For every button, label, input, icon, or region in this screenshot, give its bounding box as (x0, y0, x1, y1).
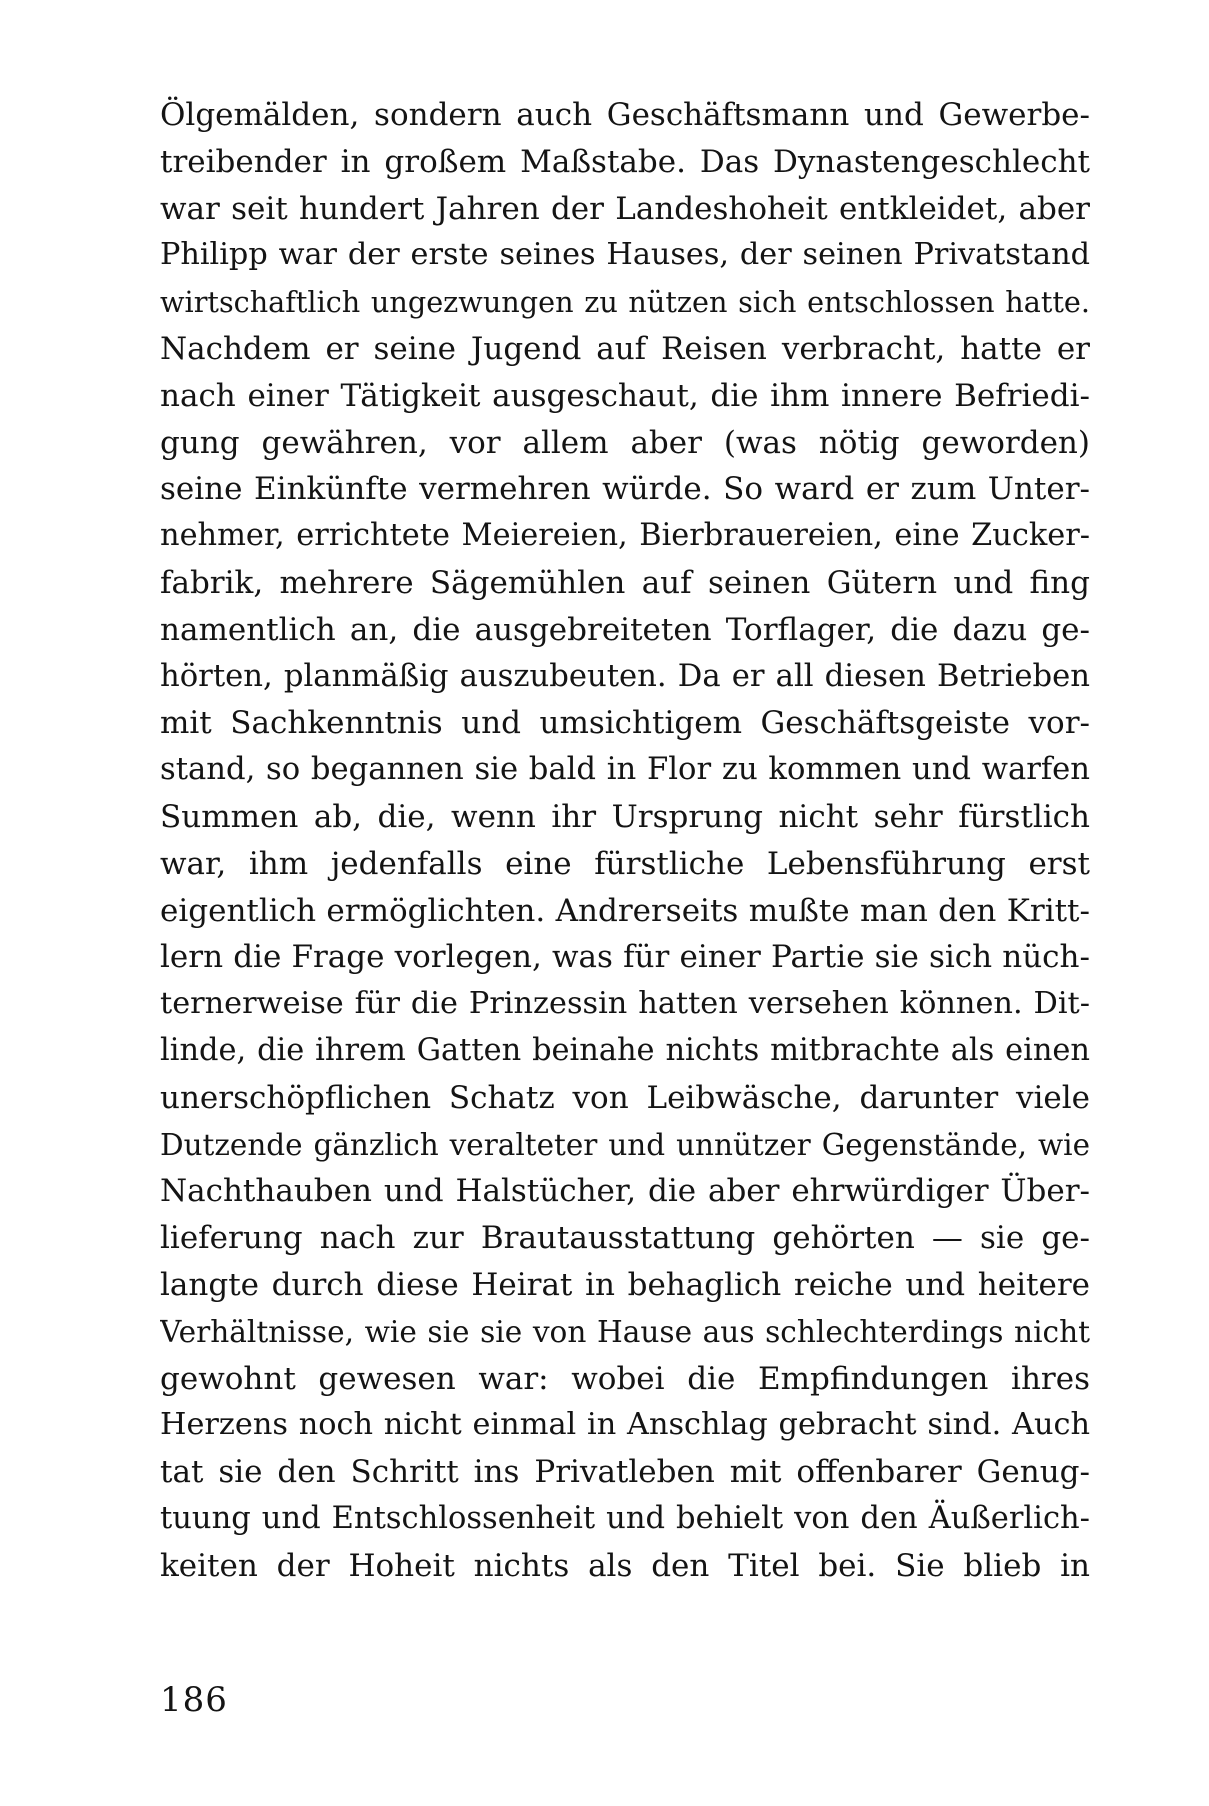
text-line: fabrik, mehrere Sägemühlen auf seinen Gütern und fing (160, 564, 1090, 601)
text-line: hörten, planmäßig auszubeuten. Da er all diesen Betrieben (160, 658, 1090, 694)
text-line: lern die Frage vorlegen, was für einer Partie sie sich nüch- (160, 939, 1090, 976)
text-line: Nachdem er seine Jugend auf Reisen verbracht, hatte er (160, 330, 1090, 367)
text-line: Summen ab, die, wenn ihr Ursprung nicht sehr fürstlich (160, 798, 1090, 835)
text-line: wirtschaftlich ungezwungen zu nützen sich entschlossen hatte. (160, 285, 1090, 320)
text-line: eigentlich ermöglichten. Andrerseits mußte man den Kritt- (160, 892, 1090, 929)
text-line: langte durch diese Heirat in behaglich reiche und heitere (160, 1266, 1090, 1303)
text-line: Philipp war der erste seines Hauses, der seinen Privatstand (160, 237, 1090, 273)
text-line: mit Sachkenntnis und umsichtigem Geschäftsgeiste vor- (160, 705, 1090, 742)
text-line: keiten der Hoheit nichts als den Titel bei. Sie blieb in (160, 1547, 1090, 1584)
text-line: Nachthauben und Halstücher, die aber ehrwürdiger Über- (160, 1173, 1090, 1210)
text-line: gung gewähren, vor allem aber (was nötig geworden) (160, 424, 1090, 461)
body-text (160, 92, 1090, 1590)
text-line: lieferung nach zur Brautausstattung gehörten — sie ge- (160, 1220, 1090, 1257)
text-line: tuung und Entschlossenheit und behielt von den Äußerlich- (160, 1500, 1090, 1536)
text-line: namentlich an, die ausgebreiteten Torflager, die dazu ge- (160, 611, 1090, 648)
text-line: gewohnt gewesen war: wobei die Empfindungen ihres (160, 1360, 1090, 1397)
text-line: war, ihm jedenfalls eine fürstliche Lebensführung erst (160, 845, 1090, 882)
text-line: Dutzende gänzlich veralteter und unnützer Gegenstände, wie (160, 1127, 1090, 1162)
text-line: unerschöpflichen Schatz von Leibwäsche, darunter viele (160, 1079, 1090, 1116)
text-line: Herzens noch nicht einmal in Anschlag gebracht sind. Auch (160, 1407, 1090, 1443)
text-line: linde, die ihrem Gatten beinahe nichts mitbrachte als einen (160, 1032, 1090, 1068)
text-line: ternerweise für die Prinzessin hatten versehen können. Dit- (160, 986, 1090, 1022)
text-line: war seit hundert Jahren der Landeshoheit entkleidet, aber (160, 190, 1090, 227)
page-number: 186 (160, 1680, 228, 1720)
text-line: stand, so begannen sie bald in Flor zu kommen und warfen (160, 752, 1090, 788)
text-line: nehmer, errichtete Meiereien, Bierbrauereien, eine Zucker- (160, 518, 1090, 554)
text-line: nach einer Tätigkeit ausgeschaut, die ihm innere Befriedi- (160, 377, 1090, 414)
text-line: treibender in großem Maßstabe. Das Dynastengeschlecht (160, 143, 1090, 180)
text-line: Verhältnisse, wie sie sie von Hause aus schlechterdings nicht (160, 1314, 1090, 1349)
text-line: tat sie den Schritt ins Privatleben mit offenbarer Genug- (160, 1454, 1090, 1491)
text-line: Ölgemälden, sondern auch Geschäftsmann und Gewerbe- (160, 97, 1090, 133)
text-line: seine Einkünfte vermehren würde. So ward er zum Unter- (160, 471, 1090, 508)
